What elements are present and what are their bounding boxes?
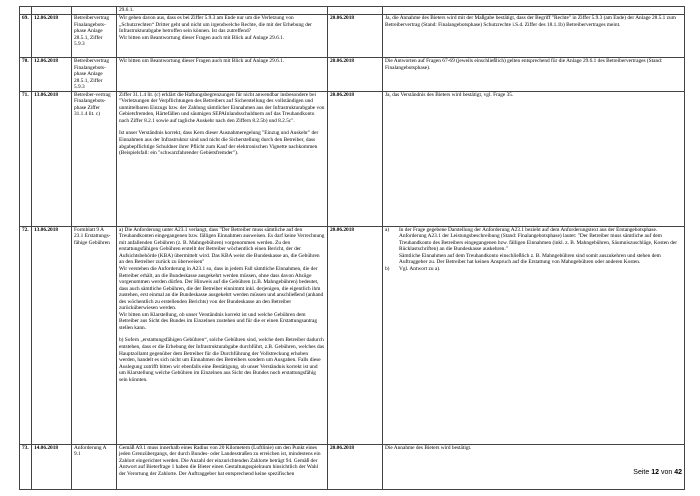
document-reference: Betreiber-vertrag Finalangebots-phase Ziffer 31.1.4 lit. c) [72, 91, 117, 226]
footer-page-number: 12 [651, 469, 659, 476]
question-paragraph: Gemäß A9.1 muss innerhalb eines Radius von 20 Kilometern (Luftlinie) um den Punkt eines jeden Grenzübergangs, der durch Bundes- oder Landesstraßen zu erreichen ist, mindestens ein Zahlort eingerichtet werden. Die Anzahl der einzurichtenden Zahlorte beträgt 94. Gemäß der Antwort auf Bieterfrage 1 haben die Bieter einen Gestaltungsspielraum hinsichtlich der Wahl der Verortung der Zahlorte. Der Auftraggeber hat entsprechend keine spezifischen [119, 444, 322, 477]
row-number: 72. [20, 226, 32, 444]
question-cell [117, 91, 328, 226]
table-row [20, 226, 685, 444]
footer-total-pages: 42 [674, 469, 682, 476]
answer-item-text: Vgl. Antwort zu a). [399, 266, 441, 273]
row-number: 70. [20, 58, 32, 92]
document-reference [72, 7, 117, 15]
question-paragraph: Ist unser Verständnis korrekt, dass Kern dieser Ausnahmeregelung "Einzug und Auskehr" der Einnahmen aus der Infrastruktur sind und nicht die Sicherstellung durch den Betreiber, dass abgabepflichtige Schuldner ihrer Pflicht zum Kauf der elektronischen Vignette nachkommen (Beispielsfall: ein "schwarzfahrender Gebietsfremder"). [119, 130, 320, 157]
table-row [20, 58, 685, 92]
answer-paragraph: Ja, die Annahme des Bieters wird mit der Maßgabe bestätigt, dass der Begriff "Rechte" in Ziffer 5.9.3 (am Ende) der Anlage 28.5.1 zum Betreibervertrag (Stand: Finalangebotsphase) Schutzrechte i.S.d. Ziffer des 18.1.1b) Betreibervertrages meint. [385, 15, 678, 28]
question-paragraph: a) Die Anforderung unter A23.1 verlangt, dass "Der Betreiber muss sämtliche auf den Treuhandkonten eingegangenen bzw. fälligen Einnahmen ausweisen. Es darf keine Verrechnung mit anfallenden Gebühren (z. B. Mahngebühren) vorgenommen werden. Zu den erstattungsfähigen Gebühren erstellt der Betreiber wöchentlich einen Bericht, der der Aufsichtsbehörde (KBA) übermittelt wird. Das KBA weist die Bundeskasse an, die Gebühren an den Betreiber zurück zu überweisen" Wir verstehen die Anforderung in A23.1 so, dass in jedem Fall sämtliche Einnahmen, die der Betreiber erhält, an die Bundeskasse ausgekehrt werden müssen, ohne dass davon Abzüge vorgenommen werden dürfen. Der Hinweis auf die Gebühren (z.B. Mahngebühren) bedeutet, dass auch sämtliche Gebühren, die der Betreiber einnimmt inkl. derjenigen, die eigentlich ihm zustehen, erst einmal an die Bundeskasse ausgekehrt werden müssen und anschließend (anhand des wöchentlich zu erstellenden Berichts) von der Bundeskasse an den Betreiber zurücküberwiesen werden. Wir bitten um Klarstellung, ob unser Verständnis korrekt ist und welche Gebühren dem Betreiber aus Sicht des Bundes im Einzelnen zustehen und für die er einen Erstattungsantrag stellen kann. [119, 226, 325, 331]
question-paragraph: 29.6.1. [119, 7, 134, 13]
answer-item-label: a) [385, 226, 390, 233]
document-reference: Betreibervertrag Finalangebots-phase Anlage 28.5.1, Ziffer 5.9.3 [72, 58, 117, 92]
document-reference: Formblatt 9 A 23.1 Erstattungs-fähige Gebühren [72, 226, 117, 444]
question-date: 14.06.2018 [32, 444, 72, 489]
footer-prefix: Seite [633, 469, 650, 476]
footer-of: von [660, 469, 673, 476]
document-reference: Betreibervertrag Finalangebots-phase Anlage 28.5.1, Ziffer 5.9.3 [72, 15, 117, 58]
answer-item-label: b) [385, 266, 390, 273]
row-number: 69. [20, 15, 32, 58]
answer-item-text: In der Frage gegebene Darstellung der Anforderung A23.1 bezieht auf dem Anforderungstext aus der Erstangebotsphase. Anforderung A23.1 der Leistungsbeschreibung (Stand: Finalangebotsphase) lautet: "Der Betreiber muss sämtliche auf dem Treuhandkonto des Betreibers eingegangenen bzw. fälligen Einnahmen (inkl. z. B. Mahngebühren, Säumniszuschläge, Kosten der Rücklastschriften) an die Bundeskasse auskehren." Sämtliche Einnahmen auf dem Treuhandkonto einschließlich z. B. Mahngebühren sind somit auszukehren und stehen dem Auftraggeber zu. Der Betreiber hat keinen Anspruch auf die Erstattung von Mahngebühren oder anderen Kosten. [399, 226, 677, 266]
answer-date: 20.06.2018 [328, 91, 383, 226]
answer-paragraph: Ja, das Verständnis des Bieters wird bestätigt, vgl. Frage 35. [385, 91, 514, 98]
question-answer-table [19, 6, 685, 490]
question-date: 12.06.2018 [32, 58, 72, 92]
question-cell [117, 58, 328, 92]
table-row [20, 15, 685, 58]
question-date: 12.06.2018 [32, 15, 72, 58]
page-footer [633, 469, 682, 476]
answer-list-item [385, 227, 682, 266]
answer-date: 20.06.2018 [328, 226, 383, 444]
question-date: 13.06.2018 [32, 226, 72, 444]
question-date: 13.06.2018 [32, 91, 72, 226]
answer-list [385, 227, 682, 273]
question-cell [117, 444, 328, 489]
table-row [20, 91, 685, 226]
answer-paragraph: Die Annahme des Bieters wird bestätigt. [385, 444, 472, 451]
table-row [20, 7, 685, 15]
answer-cell [383, 226, 685, 444]
answer-paragraph: Die Antworten auf Fragen 67-69 (jeweils einschließlich) gelten entsprechend für die Anlage 29.6.1 des Betreibervertrages (Stand: Finalangebotsphase). [385, 58, 664, 71]
question-paragraph: Ziffer 31.1.4 lit. (c) erklärt die Haftungsbegrenzungen für nicht anwendbar insbesondere bei "Verletzungen der Verpflichtungen des Betreibers auf Sicherstellung des vollständigen und unmittelbaren Einzugs bzw. der Zahlung sämtlicher Einnahmen aus der Infrastrukturabgabe von Gebietsfremden, Härtefällen und säumigen SEPAInlandsschuldnern auf das Treuhandkonto nach Ziffer 8.2.1 sowie auf tagliche Auskehr nach den Ziffern 8.2.5b) und 8.2.5c". [119, 91, 326, 124]
document-reference: Anforderung A 9.1 [72, 444, 117, 489]
answer-cell [383, 91, 685, 226]
row-number [20, 7, 32, 15]
answer-cell [383, 58, 685, 92]
question-paragraph: Wir bitten um Beantwortung dieser Fragen auch mit Blick auf Anlage 29.6.1. [119, 58, 285, 64]
question-cell [117, 7, 328, 15]
question-cell [117, 15, 328, 58]
answer-date: 20.06.2018 [328, 15, 383, 58]
answer-date: 20.06.2018 [328, 444, 383, 489]
answer-date [328, 7, 383, 15]
row-number: 71. [20, 91, 32, 226]
question-date [32, 7, 72, 15]
answer-cell [383, 444, 685, 489]
question-paragraph: b) Sofern „erstattungsfähigen Gebühren“, solche Gebühren sind, welche dem Betreiber dadurch entstehen, dass er die Erhebung der Infrastrukturabgabe durchführt, z.B. Gebühren, welches das Hauptzollamt gegenüber dem Betreiber für die Durchführung der Vollstreckung erhoben werden, handelt es sich nicht um Einnahmen des Betreibers sondern um Ausgaben. Falls diese Auslegung zutrifft bitten wir ebenfalls eine Bestätigung, ob unser Verständnis korrekt ist und um Klarstellung welche Gebühren im Einzelnen aus Sicht des Bundes noch erstattungsfähig sein könnten. [119, 337, 326, 383]
answer-list-item [385, 266, 682, 273]
table-row [20, 444, 685, 489]
answer-cell [383, 7, 685, 15]
question-cell [117, 226, 328, 444]
question-paragraph: Wir gehen davon aus, dass es bei Ziffer 5.9.3 am Ende nur um die Verletzung von „Schutzrechten“ Dritter geht und nicht um irgendwelche Rechte, die mit der Erhebung der Infrastrukturabgabe betroffen sein können. Ist das zutreffend? Wir bitten um Beantwortung dieser Fragen auch mit Blick auf Anlage 29.6.1. [119, 15, 312, 41]
table-body [20, 7, 685, 490]
row-number: 73. [20, 444, 32, 489]
answer-cell [383, 15, 685, 58]
answer-date: 20.06.2018 [328, 58, 383, 92]
